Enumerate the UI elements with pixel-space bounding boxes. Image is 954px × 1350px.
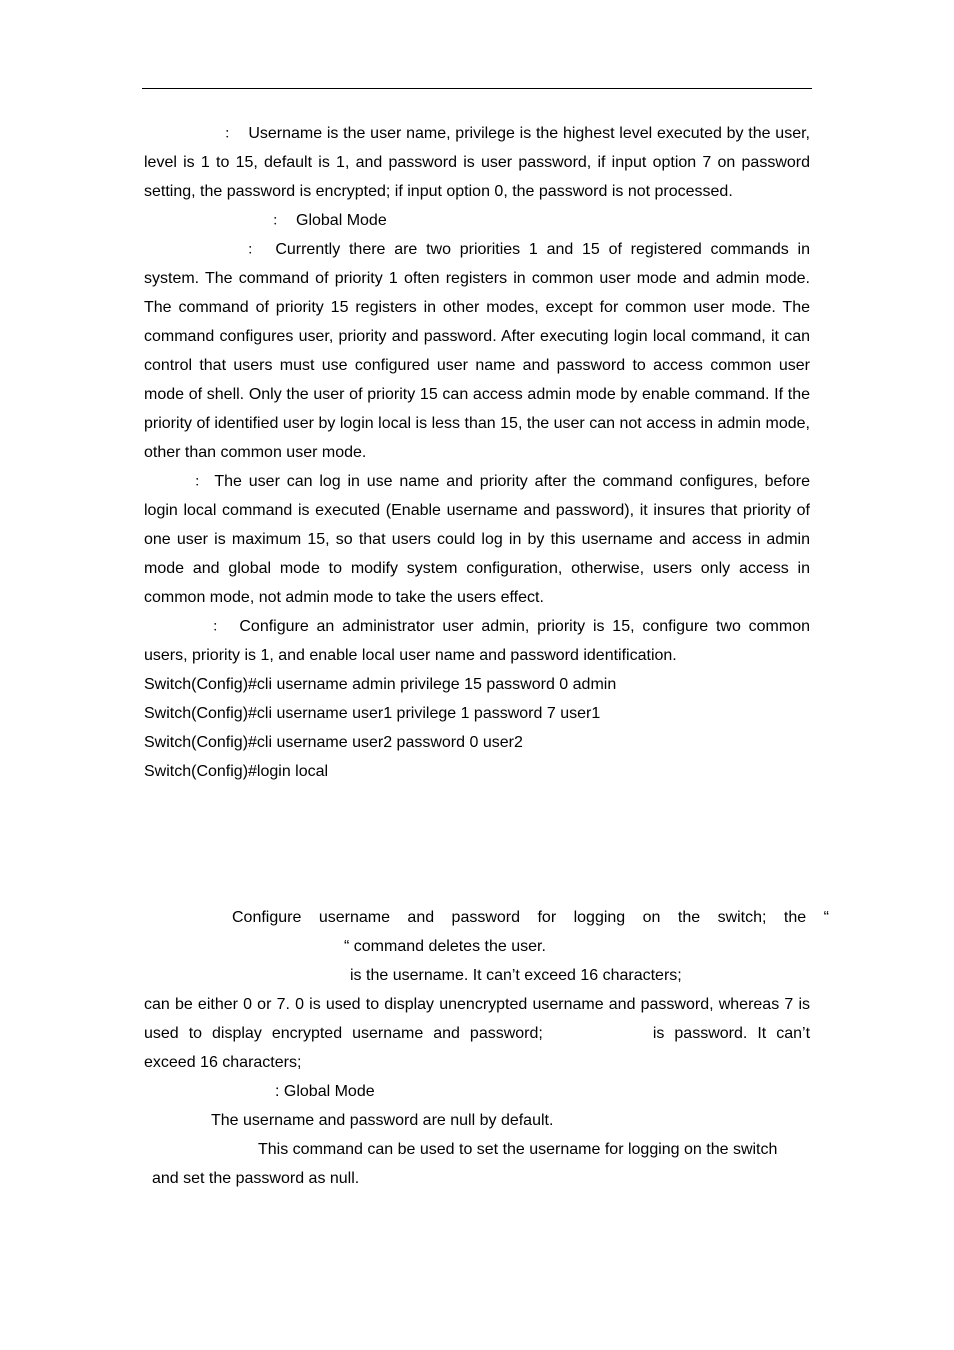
label-colon: ：: [212, 618, 230, 634]
parameter-paragraph-2: can be either 0 or 7. 0 is used to display unencrypted username and password, whereas 7 is used to display encrypted username and password; is password. It can’t exceed 16 characters;: [144, 996, 811, 1071]
header-rule: [142, 88, 812, 89]
command-mode-line: ： Global Mode: [272, 212, 387, 229]
label-colon: ：: [272, 212, 286, 228]
section-gap: [144, 786, 810, 903]
usage-guide-line-2: and set the password as null.: [152, 1170, 360, 1187]
default-line: The username and password are null by default.: [211, 1112, 554, 1129]
usage-guide-paragraph: ： Currently there are two priorities 1 and 15 of registered commands in system. The command of priority 1 often registers in common user mode and admin mode. The command of priority 15 registers in other modes, except for common user mode. The command configures user, priority and password. After executing login local command, it can control that users must use configured user name and password to access common user mode of shell. Only the user of priority 15 can access admin mode by enable command. If the priority of identified user by login local is less than 15, the user can not access in admin mode, other than common user mode.: [144, 241, 811, 461]
function-line: Configure username and password for logging on the switch; the “: [232, 909, 829, 926]
example-command: Switch(Config)#cli username user2 password 0 user2: [144, 734, 523, 751]
command-mode-line-2: : Global Mode: [275, 1083, 375, 1100]
parameter-line: is the username. It can’t exceed 16 characters;: [350, 967, 682, 984]
label-colon: ：: [247, 241, 266, 257]
example-paragraph: ： Configure an administrator user admin, priority is 15, configure two common users, priority is 1, and enable local user name and password identification.: [144, 618, 811, 664]
function-line-2: “ command deletes the user.: [344, 938, 546, 955]
label-colon: ：: [224, 125, 239, 141]
page-content: [144, 119, 829, 1193]
parameter-paragraph: ： Username is the user name, privilege is the highest level executed by the user, level is 1 to 15, default is 1, and password is user password, if input option 7 on password setting, the password is encrypted; if input option 0, the password is not processed.: [144, 125, 810, 200]
usage-guide-line: This command can be used to set the username for logging on the switch: [258, 1141, 778, 1158]
example-command: Switch(Config)#cli username admin privilege 15 password 0 admin: [144, 676, 617, 693]
example-command: Switch(Config)#cli username user1 privilege 1 password 7 user1: [144, 705, 601, 722]
example-command: Switch(Config)#login local: [144, 763, 329, 780]
label-colon: ：: [194, 473, 211, 489]
note-paragraph: ： The user can log in use name and priority after the command configures, before login local command is executed (Enable username and password), it insures that priority of one user is maximum 15, so that users could log in by this username and access in admin mode and global mode to modify system configuration, otherwise, users only access in common mode, not admin mode to take the users effect.: [144, 473, 810, 606]
